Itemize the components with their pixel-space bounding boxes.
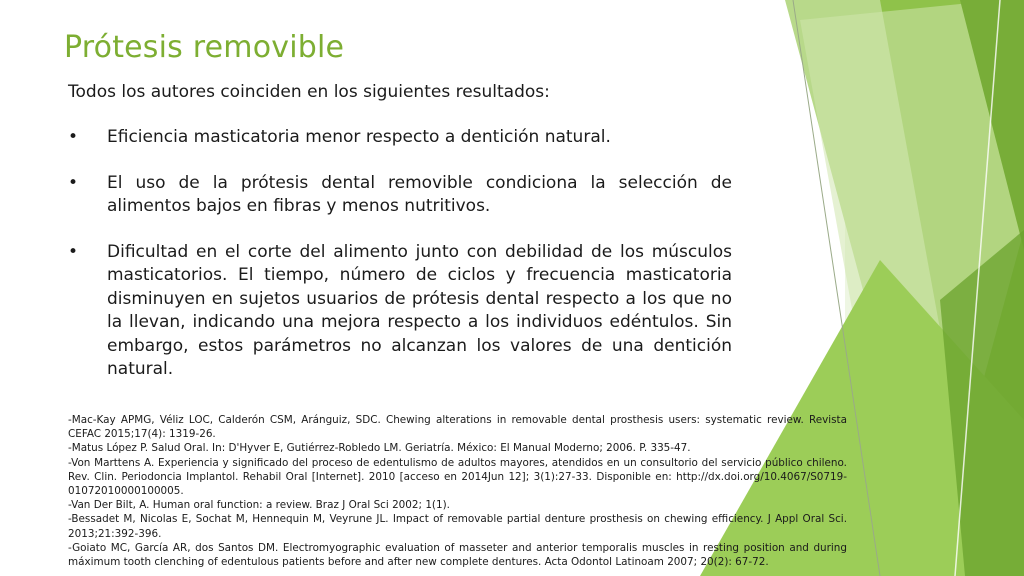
- bullet-text: El uso de la prótesis dental removible condiciona la selección de alimentos bajos en fibras y menos nutritivos.: [107, 172, 732, 216]
- reference-item: -Van Der Bilt, A. Human oral function: a review. Braz J Oral Sci 2002; 1(1).: [68, 499, 450, 512]
- reference-item: -Goiato MC, García AR, dos Santos DM. Electromyographic evaluation of masseter and anterior temporalis muscles in resting position and during máximum tooth clenching of edentulous patients before and after new complete dentures. Acta Odontol Latinoam 2007; 20(2): 67-72.: [68, 541, 847, 569]
- bullet-item: [68, 241, 732, 382]
- bullet-text: Eficiencia masticatoria menor respecto a dentición natural.: [107, 127, 611, 147]
- page-title: Prótesis removible: [64, 30, 345, 65]
- intro-text: Todos los autores coinciden en los siguientes resultados:: [68, 82, 550, 102]
- bullet-list: [68, 126, 732, 404]
- bullet-item: [68, 172, 732, 219]
- bullet-text: Dificultad en el corte del alimento junto con debilidad de los músculos masticatorios. El tiempo, número de ciclos y frecuencia masticatoria disminuyen en sujetos usuarios de prótesis dental respecto a los que no la llevan, indicando una mejora respecto a los individuos edéntulos. Sin embargo, estos parámetros no alcanzan los valores de una dentición natural.: [107, 241, 732, 379]
- reference-item: -Bessadet M, Nicolas E, Sochat M, Hennequin M, Veyrune JL. Impact of removable partial denture prosthesis on chewing efficiency. J Appl Oral Sci. 2013;21:392-396.: [68, 513, 847, 540]
- reference-item: -Von Marttens A. Experiencia y significado del proceso de edentulismo de adultos mayores, atendidos en un consultorio del servicio público chileno. Rev. Clin. Periodoncia Implantol. Rehabil Oral [Internet]. 2010 [acceso en 2014Jun 12]; 3(1):27-33. Disponible en: http://dx.doi.org/10.4067/S0719-01072010000100005.: [68, 456, 847, 498]
- bullet-dot: •: [68, 172, 79, 193]
- reference-item: -Matus López P. Salud Oral. In: D'Hyver E, Gutiérrez-Robledo LM. Geriatría. México: El Manual Moderno; 2006. P. 335-47.: [68, 442, 691, 455]
- reference-item: -Mac-Kay APMG, Véliz LOC, Calderón CSM, Aránguiz, SDC. Chewing alterations in removable dental prosthesis users: systematic review. Revista CEFAC 2015;17(4): 1319-26.: [68, 414, 847, 441]
- bullet-dot: •: [68, 127, 79, 147]
- bullet-dot: •: [68, 241, 79, 262]
- reference-list: [68, 413, 847, 569]
- bullet-item: [68, 126, 732, 150]
